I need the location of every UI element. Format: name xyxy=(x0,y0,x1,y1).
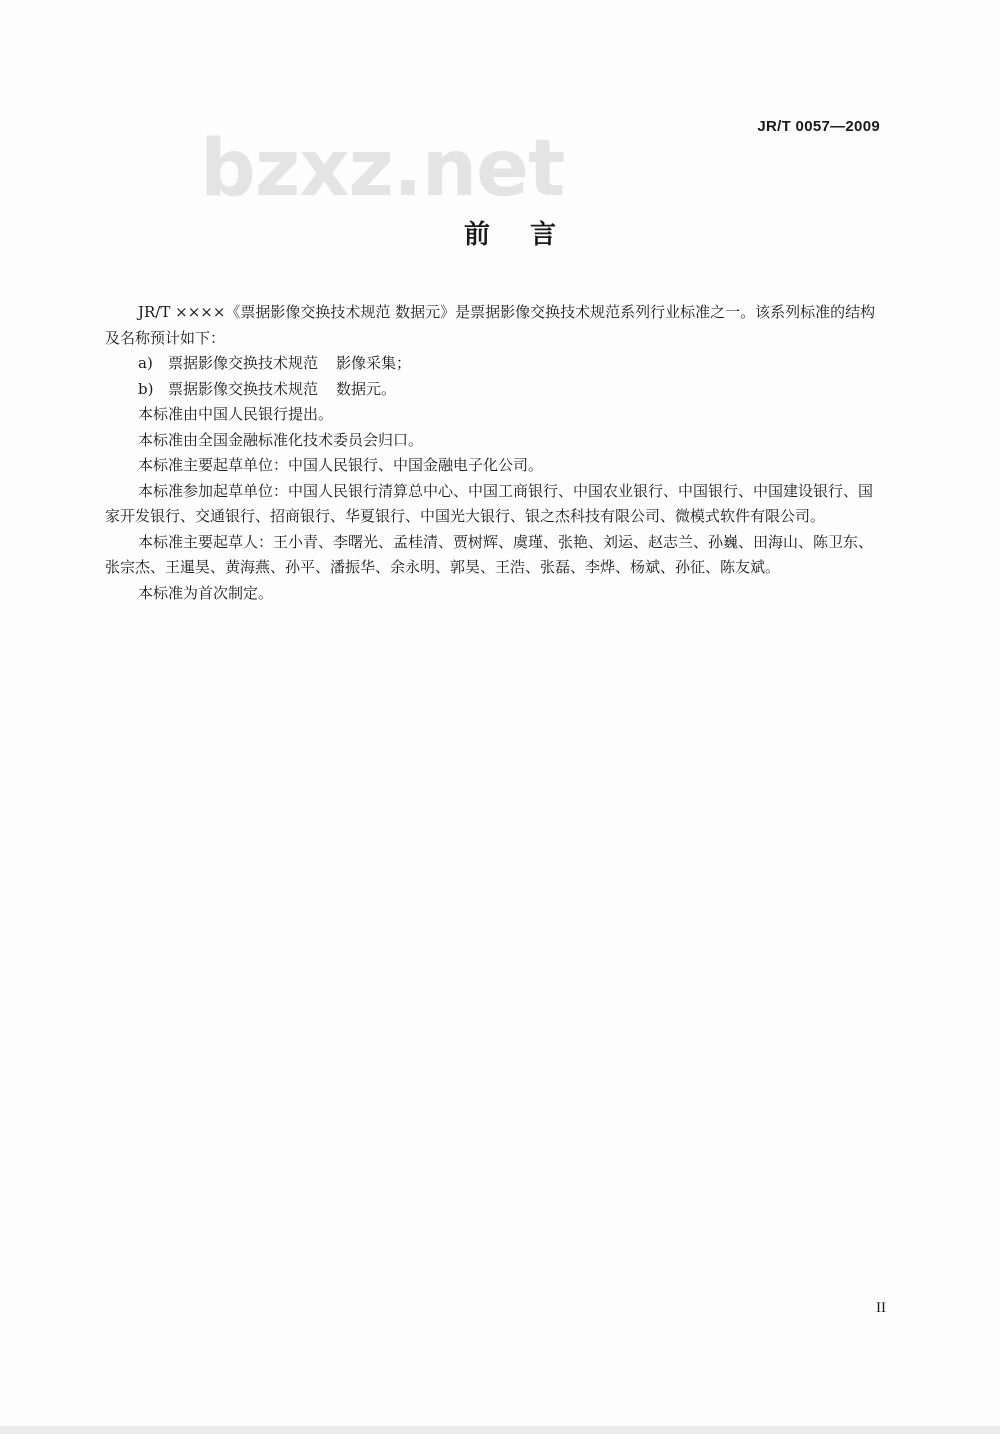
page-title: 前言 xyxy=(463,220,596,250)
first-edition-paragraph: 本标准为首次制定。 xyxy=(138,583,274,602)
list-item-a-name: 票据影像交换技术规范 xyxy=(168,354,319,372)
page-number: II xyxy=(876,1300,886,1316)
intro-paragraph: JR/T ××××《票据影像交换技术规范 数据元》是票据影像交换技术规范系列行业标准之一。该系列标准的结构及名称预计如下： xyxy=(105,303,876,347)
list-item-a-label: a) xyxy=(138,354,153,372)
list-item-b-name: 票据影像交换技术规范 xyxy=(168,379,319,398)
list-item-b-label: b) xyxy=(138,379,154,398)
centralized-by-paragraph: 本标准由全国金融标准化技术委员会归口。 xyxy=(138,430,424,449)
main-drafting-units-paragraph: 本标准主要起草单位：中国人民银行、中国金融电子化公司。 xyxy=(138,456,544,474)
bottom-divider xyxy=(0,1426,1000,1434)
list-item-a-part: 影像采集； xyxy=(336,354,412,372)
document-code: JR/T 0057—2009 xyxy=(757,118,880,135)
list-item-a xyxy=(105,351,885,377)
foreword-body xyxy=(105,300,885,606)
watermark: bzxz.net xyxy=(200,124,565,214)
list-item-b xyxy=(105,377,885,403)
proposed-by-paragraph: 本标准由中国人民银行提出。 xyxy=(138,405,334,423)
participating-units-paragraph: 本标准参加起草单位：中国人民银行清算总中心、中国工商银行、中国农业银行、中国银行、中国建设银行、国家开发银行、交通银行、招商银行、华夏银行、中国光大银行、银之杰科技有限公司、微模式软件有限公司。 xyxy=(105,481,874,525)
main-drafters-paragraph: 本标准主要起草人：王小青、李曙光、孟桂清、贾树辉、虞瑾、张艳、刘运、赵志兰、孙巍、田海山、陈卫东、张宗杰、王暹昊、黄海燕、孙平、潘振华、余永明、郭昊、王浩、张磊、李烨、杨斌、孙征、陈友斌。 xyxy=(105,532,874,576)
list-item-b-part: 数据元。 xyxy=(336,379,397,398)
